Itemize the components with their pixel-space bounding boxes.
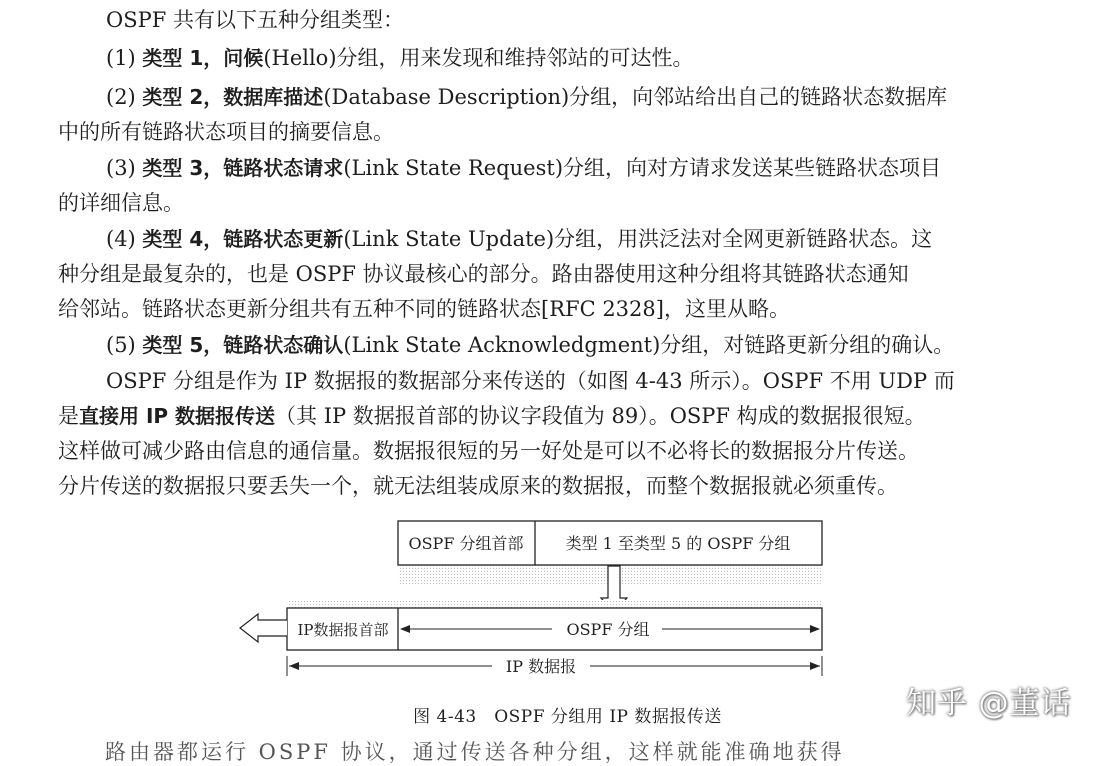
cutoff-text-strip [0, 740, 1113, 764]
p6-line4: 分片传送的数据报只要丢失一个，就无法组装成原来的数据报，而整个数据报就必须重传。 [58, 474, 898, 498]
ospf-header-label: OSPF 分组首部 [408, 534, 524, 553]
p6-line2-rest: （其 IP 数据报首部的协议字段值为 89）。OSPF 构成的数据报很短。 [275, 404, 926, 428]
type5-prefix: (5) [106, 333, 143, 357]
type1-term: 类型 1，问候 [142, 46, 264, 70]
type4-desc: (Link State Update)分组，用洪泛法对全网更新链路状态。这 [343, 227, 933, 251]
type4-prefix: (4) [106, 227, 143, 251]
type4-line2: 种分组是最复杂的，也是 OSPF 协议最核心的部分。路由器使用这种分组将其链路状态通知 [58, 262, 909, 286]
ospf-body-label: 类型 1 至类型 5 的 OSPF 分组 [565, 534, 791, 553]
type2-prefix: (2) [106, 85, 143, 109]
type4-line3: 给邻站。链路状态更新分组共有五种不同的链路状态[RFC 2328]，这里从略。 [58, 297, 790, 321]
type5-term: 类型 5，链路状态确认 [142, 333, 344, 357]
p6-line2-emphasis: 直接用 IP 数据报传送 [79, 404, 276, 428]
intro-line: OSPF 共有以下五种分组类型： [106, 8, 404, 32]
ip-box-shadow [287, 600, 822, 608]
type3-term: 类型 3，链路状态请求 [142, 156, 344, 180]
p6-line1: OSPF 分组是作为 IP 数据报的数据部分来传送的（如图 4-43 所示）。OSPF 不用 UDP 而 [106, 369, 955, 393]
type3-desc: (Link State Request)分组，向对方请求发送某些链路状态项目 [343, 156, 942, 180]
p6-line2-pre: 是 [58, 404, 79, 428]
type1-desc: (Hello)分组，用来发现和维持邻站的可达性。 [263, 46, 694, 70]
ospf-packet-label: OSPF 分组 [566, 620, 650, 639]
type3-line2: 的详细信息。 [58, 191, 184, 215]
type3-prefix: (3) [106, 156, 143, 180]
p6-line3: 这样做可减少路由信息的通信量。数据报很短的另一好处是可以不必将长的数据报分片传送。 [58, 439, 919, 463]
ip-dim-right-arrow-icon [810, 662, 820, 670]
ip-header-label: IP数据报首部 [297, 621, 389, 639]
zhihu-watermark: 知乎 @董话 [906, 686, 1072, 721]
type1-prefix: (1) [106, 46, 143, 70]
type2-term: 类型 2，数据库描述 [142, 85, 324, 109]
ip-dim-left-arrow-icon [289, 662, 299, 670]
cutoff-line: 路由器都运行 OSPF 协议，通过传送各种分组，这样就能准确地获得 [105, 740, 845, 764]
left-arrow-icon [240, 614, 287, 642]
figure-caption: 图 4-43 OSPF 分组用 IP 数据报传送 [413, 707, 722, 727]
type2-line2: 中的所有链路状态项目的摘要信息。 [58, 120, 394, 144]
type2-desc: (Database Description)分组，向邻站给出自己的链路状态数据库 [323, 85, 948, 109]
type4-term: 类型 4，链路状态更新 [142, 227, 344, 251]
ip-datagram-label: IP 数据报 [505, 657, 577, 676]
type5-desc: (Link State Acknowledgment)分组，对链路更新分组的确认。 [343, 333, 955, 357]
